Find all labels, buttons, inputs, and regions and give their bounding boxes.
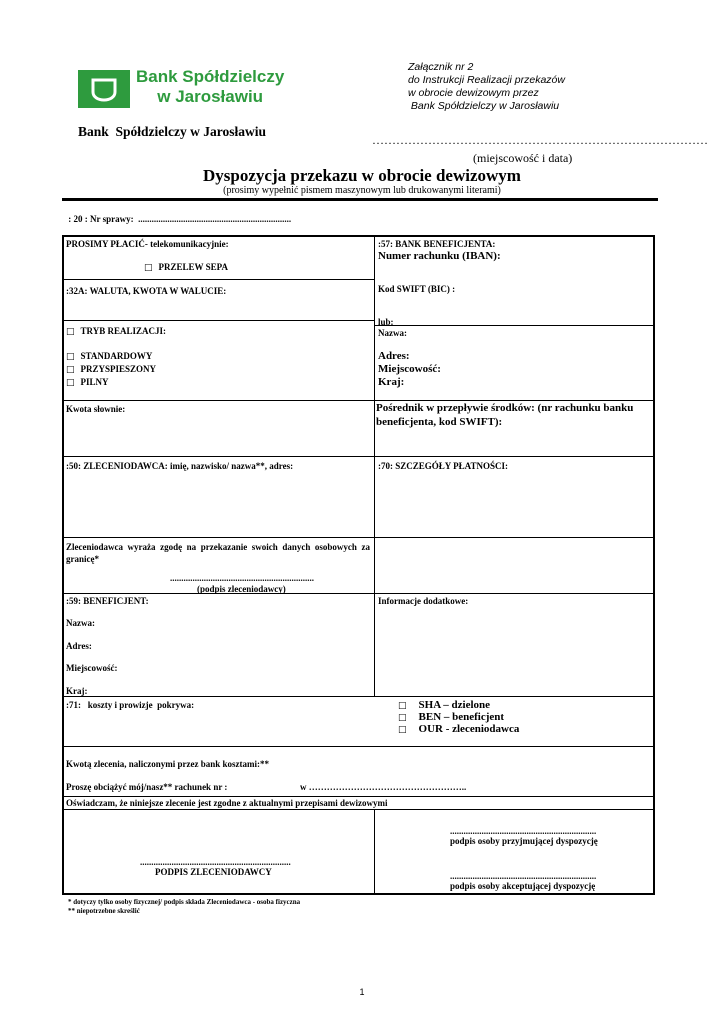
checkbox-icon[interactable]: □	[66, 327, 75, 337]
bank-name-label: Nazwa:	[378, 328, 407, 338]
divider	[63, 796, 654, 797]
title-divider	[62, 198, 658, 201]
consent-signature-label: (podpis zleceniodawcy)	[197, 584, 286, 594]
costs-label: :71: koszty i prowizje pokrywa:	[66, 700, 195, 710]
or-label: lub:	[378, 317, 394, 327]
divider	[63, 400, 374, 401]
declaration-text: Oświadczam, że niniejsze zlecenie jest zgodne z aktualnymi przepisami dewizowymi	[66, 798, 388, 808]
column-divider	[374, 236, 375, 696]
bank-logo-text	[136, 67, 284, 107]
charge-account-label: Proszę obciążyć mój/nasz** rachunek nr :	[66, 782, 228, 792]
page-subtitle: (prosimy wypełnić pismem maszynowym lub drukowanymi literami)	[223, 185, 501, 196]
bank-address-label: Adres:	[378, 350, 410, 362]
beneficiary-city-label: Miejscowość:	[66, 663, 118, 673]
place-date-label: (miejscowość i data)	[473, 151, 573, 165]
details-label: :70: SZCZEGÓŁY PŁATNOŚCI:	[378, 461, 509, 471]
annex-line: Bank Spółdzielczy w Jarosławiu	[408, 100, 560, 112]
mode-fast-label: PRZYSPIESZONY	[80, 364, 157, 374]
bank-country-label: Kraj:	[378, 376, 405, 388]
mode-urgent-label: PILNY	[80, 377, 109, 387]
receiver-signature-line[interactable]: .................................................................	[450, 826, 597, 836]
charge-amount-label: Kwotą zlecenia, naliczonymi przez bank kosztami:**	[66, 759, 269, 769]
bank-logo-icon	[78, 70, 130, 108]
checkbox-icon[interactable]: □	[398, 713, 407, 723]
principal-label: :50: ZLECENIODAWCA: imię, nazwisko/ nazwa**, adres:	[66, 461, 294, 471]
page-title: Dyspozycja przekazu w obrocie dewizowym	[203, 166, 521, 185]
logo-line-1: Bank Spółdzielczy	[136, 67, 285, 86]
divider	[63, 320, 374, 321]
annex-line: do Instrukcji Realizacji przekazów	[408, 74, 565, 86]
principal-signature-line[interactable]: ...................................................................	[140, 857, 291, 867]
footnote: * dotyczy tylko osoby fizycznej/ podpis składa Zleceniodawca - osoba fizyczna	[68, 898, 301, 906]
beneficiary-country-label: Kraj:	[66, 686, 88, 696]
checkbox-icon[interactable]: □	[66, 352, 75, 362]
page-number: 1	[359, 987, 365, 997]
cost-option-label: OUR - zleceniodawca	[418, 723, 520, 735]
divider	[63, 456, 654, 457]
bank-beneficiary-label: :57: BANK BENEFICJENTA:	[378, 239, 496, 249]
mode-standard-label: STANDARDOWY	[80, 351, 153, 361]
column-divider	[374, 809, 375, 894]
receiver-signature-label: podpis osoby przyjmującej dyspozycję	[450, 836, 598, 846]
mode-urgent[interactable]	[66, 377, 109, 389]
mode-label: TRYB REALIZACJI:	[80, 326, 166, 336]
amount-words-label: Kwota słownie:	[66, 404, 126, 414]
divider	[63, 537, 654, 538]
principal-signature-label: PODPIS ZLECENIODAWCY	[155, 867, 272, 877]
sepa-option[interactable]	[144, 262, 228, 274]
annex-line: w obrocie dewizowym przez	[408, 87, 539, 99]
iban-label: Numer rachunku (IBAN):	[378, 250, 501, 262]
sepa-label: PRZELEW SEPA	[158, 262, 228, 272]
annex-line: Załącznik nr 2	[408, 61, 474, 73]
charge-account-field[interactable]: w ……………………………………………..	[300, 782, 467, 792]
divider	[63, 696, 654, 697]
additional-info-label: Informacje dodatkowe:	[378, 596, 469, 606]
cost-option-label: BEN – beneficjent	[418, 711, 505, 723]
intermediary-label: Pośrednik w przepływie środków: (nr rachunku banku beneficjenta, kod SWIFT):	[376, 402, 634, 428]
beneficiary-name-label: Nazwa:	[66, 618, 95, 628]
checkbox-icon[interactable]: □	[66, 365, 75, 375]
logo-line-2: w Jarosławiu	[157, 87, 264, 106]
beneficiary-label: :59: BENEFICJENT:	[66, 596, 149, 606]
swift-label: Kod SWIFT (BIC) :	[378, 284, 456, 294]
bank-city-label: Miejscowość:	[378, 363, 441, 375]
divider	[63, 593, 654, 594]
consent-signature-line[interactable]: ................................................................	[170, 573, 314, 583]
pay-label: PROSIMY PŁACIĆ- telekomunikacyjnie:	[66, 239, 229, 249]
checkbox-icon[interactable]: □	[66, 378, 75, 388]
checkbox-icon[interactable]: □	[398, 701, 407, 711]
cost-option-our[interactable]	[398, 723, 519, 737]
divider	[63, 809, 654, 810]
mode-standard[interactable]	[66, 351, 152, 363]
place-date-field[interactable]: …………………………………………………………………………	[372, 133, 708, 147]
footnote: ** niepotrzebne skreślić	[68, 907, 140, 915]
bank-name: Bank Spółdzielczy w Jarosławiu	[78, 124, 267, 139]
acceptor-signature-line[interactable]: .................................................................	[450, 871, 597, 881]
annex-note	[408, 61, 565, 113]
mode-fast[interactable]	[66, 364, 156, 376]
consent-text: Zleceniodawca wyraża zgodę na przekazanie swoich danych osobowych za granicę*	[66, 542, 370, 564]
checkbox-icon[interactable]: □	[398, 725, 407, 735]
currency-label: :32A: WALUTA, KWOTA W WALUCIE:	[66, 286, 227, 296]
divider	[63, 746, 654, 747]
cost-option-label: SHA – dzielone	[418, 699, 491, 711]
divider	[374, 325, 654, 326]
mode-option[interactable]	[66, 326, 166, 338]
checkbox-icon[interactable]: □	[144, 263, 153, 273]
divider	[63, 279, 374, 280]
beneficiary-address-label: Adres:	[66, 641, 92, 651]
acceptor-signature-label: podpis osoby akceptującej dyspozycję	[450, 881, 596, 891]
case-number-field[interactable]: : 20 : Nr sprawy: ....................................................................	[66, 214, 292, 224]
